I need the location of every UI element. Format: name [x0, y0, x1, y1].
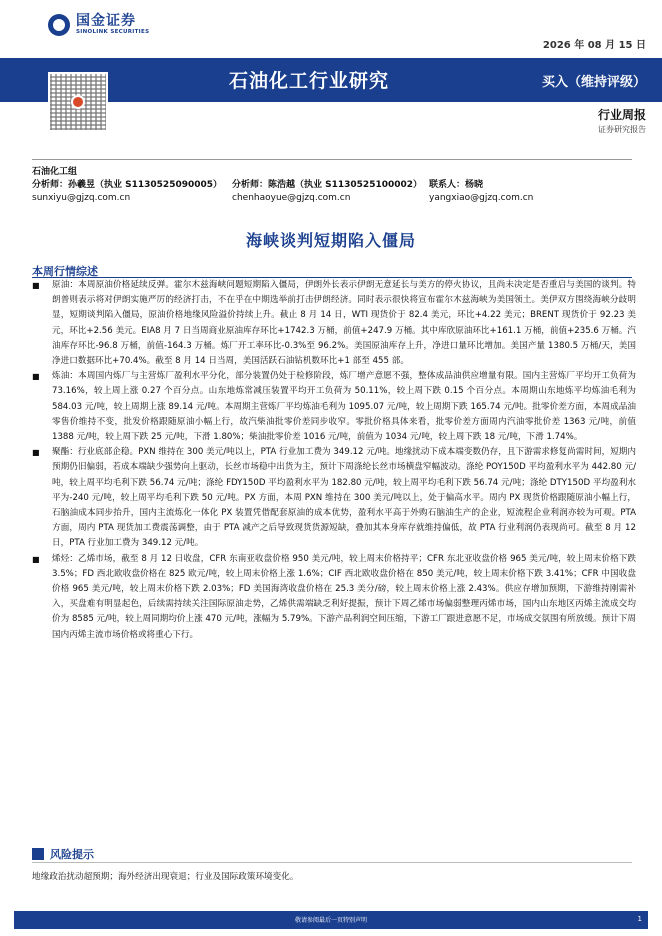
bullet-icon: ■: [32, 281, 40, 290]
section-square-icon: [32, 848, 44, 860]
bullet-icon: ■: [32, 448, 40, 458]
contact-email[interactable]: yangxiao@gjzq.com.cn: [429, 193, 534, 203]
report-type: 证券研究报告: [598, 125, 646, 134]
report-headline: 海峡谈判短期陷入僵局: [245, 231, 416, 250]
risk-divider: [32, 862, 632, 863]
logo-icon: [48, 14, 70, 36]
list-item: [32, 445, 636, 551]
list-item: [32, 552, 636, 643]
analyst-group: 石油化工组: [32, 167, 78, 177]
logo-cn: 国金证券: [76, 13, 136, 30]
page-number: 1: [637, 915, 642, 923]
bullet-olefins: 烯烃：乙烯市场，截至 8 月 12 日收盘，CFR 东南亚收盘价格 950 美元/吨，较上周末价格持平；CFR 东北亚收盘价格 965 美元/吨，较上周末价格下跌 3.5%；FD 西北欧收盘价格在 825 欧元/吨，较上周末价格上涨 1.6%；CIF 西北欧收盘价格在 850 美元/吨，较上周末价格下跌 3.41%；CFR 中国收盘价格 965 美元/吨，较上周末价格下跌 2.03%；FD 美国海湾收盘价格在 25.3 美分/磅，较上周末价格上涨 2.43%。供应存增加预期，下游维持刚需补入，买盘难有明显起色，后续需持续关注国际原油走势，乙烯供需端缺乏利好提振，预计下周乙烯市场偏弱整理丙烯市场，国内山东地区丙烯主流成交均价为 8585 元/吨，较上周同期均价上涨 470 元/吨，涨幅为 5.79%。下游产品利润空间压缩，下游工厂跟进意愿不足，市场成交氛围有所放缓。预计下周国内丙烯主流市场价格或将重心下行。: [52, 553, 636, 640]
analyst-1-email[interactable]: sunxiyu@gjzq.com.cn: [32, 193, 131, 203]
list-item: [32, 369, 636, 445]
rating-label: 买入（维持评级）: [541, 75, 646, 90]
bullet-refining: 炼油：本周国内炼厂与主营炼厂盈利水平分化，部分装置仍处于检修阶段，炼厂增产意愿不强，整体成品油供应增量有限。国内主营炼厂平均开工负荷为 73.16%，较上周上涨 0.27 个百分点。山东地炼常减压装置平均开工负荷为 50.11%，较上周下跌 0.15 个百分点。本周期山东地炼平均炼油毛利为 584.03 元/吨，较上周期上涨 89.14 元/吨。本周期主营炼厂平均炼油毛利为 1095.07 元/吨，较上周期下跌 165.74 元/吨。批零价差方面，本周成品油零售价维持不变，批发价格跟随原油小幅上行，故汽柴油批零价差同步收窄。零批价格具体来看，批零价差方面周内汽油零批价差 1363 元/吨，前值 1388 元/吨，较上周下跌 25 元/吨，下滑 1.80%；柴油批零价差 1016 元/吨，前值为 1034 元/吨，较上周下跌 18 元/吨，下滑 1.74%。: [52, 371, 636, 443]
logo-en: SINOLINK SECURITIES: [76, 29, 150, 36]
analyst-2-email[interactable]: chenhaoyue@gjzq.com.cn: [232, 193, 351, 203]
section-title-market: 本周行情综述: [32, 265, 98, 278]
report-date: 2026 年 08 月 15 日: [542, 40, 646, 51]
risk-text: 地缘政治扰动超预期；海外经济出现衰退；行业及国际政策环境变化。: [32, 872, 299, 882]
risk-title: 风险提示: [50, 848, 94, 861]
market-bullets: [32, 278, 636, 643]
analyst-block: [32, 166, 642, 205]
report-title: 石油化工行业研究: [229, 70, 390, 92]
list-item: [32, 278, 636, 369]
bullet-icon: ■: [32, 554, 40, 564]
bullet-icon: ■: [32, 372, 40, 382]
footer-disclaimer[interactable]: 敬请参阅最后一页特别声明: [294, 917, 367, 924]
report-kind: 行业周报: [597, 108, 646, 122]
analyst-1: 分析师：孙羲昱（执业 S1130525090005）: [32, 180, 223, 190]
brand-logo: [48, 14, 149, 36]
page-footer: [14, 911, 648, 929]
risk-header: [32, 846, 94, 862]
bullet-crude: 原油：本周原油价格延续反弹。霍尔木兹海峡问题短期陷入僵局，伊朗外长表示伊朗无意延长与美方的停火协议，且尚未决定是否重启与美国的谈判。特朗普则表示将对伊朗实施严厉的经济打击，不在乎在中期选举前打击伊朗经济。同时表示很快将宣布霍尔木兹海峡为美国领土。美伊双方围绕海峡分歧明显，短期谈判陷入僵局，原油价格地缘风险溢价持续上升。截止 8 月 14 日，WTI 现货价于 82.4 美元，环比+4.22 美元；BRENT 现货价于 92.23 美元，环比+2.56 美元。EIA8 月 7 日当周商业原油库存环比+1742.3 万桶，前值+247.9 万桶。其中库欣原油环比+161.1 万桶，前值+235.6 万桶。汽油库存环比-96.8 万桶，前值-164.3 万桶。炼厂开工率环比-0.3%至 96.2%。美国原油库存上升，净进口量环比增加。美国产量 1380.5 万桶/天，美国净进口数据环比+70.4%。截至 8 月 14 日当周，美国活跃石油钻机数环比+1 部至 455 部。: [52, 280, 636, 367]
report-header: [0, 0, 662, 139]
bullet-polyester: 聚酯：行业底部企稳。PXN 维持在 300 美元/吨以上，PTA 行业加工费为 349.12 元/吨。地缘扰动下成本端变数仍存，且下游需求修复尚需时间，短期内预期仍旧偏弱，若成本端缺少强势向上驱动，长丝市场稳中出货为主，预计下周涤纶长丝市场横盘窄幅波动。涤纶 POY150D 平均盈利水平为 442.80 元/吨，较上周平均毛利下跌 56.74 元/吨；涤纶 FDY150D 平均盈利水平为 182.80 元/吨，较上周平均毛利下跌 56.74 元/吨；涤纶 DTY150D 平均盈利水平为-240 元/吨，较上周平均毛利下跌 50 元/吨。PX 方面，本周 PXN 维持在 300 美元/吨以上，处于偏高水平。周内 PX 现货价格跟随原油小幅上行，石脑油成本同步抬升，国内主流炼化一体化 PX 装置凭借配套原油的成本优势，盈利水平高于外购石脑油生产的企业，短流程企业利润亦较为可观。PTA 方面，周内 PTA 现货加工费震荡调整，由于 PTA 减产之后导致现货货源短缺，叠加其本身库存就维持偏低，故 PTA 行业利润仍表现尚可。截至 8 月 12 日，PTA 行业加工费为 349.12 元/吨。: [52, 447, 636, 549]
analyst-2: 分析师：陈浩越（执业 S1130525100002）: [232, 180, 423, 190]
header-divider: [32, 159, 632, 160]
contact: 联系人：杨晓: [429, 180, 484, 190]
qr-code-icon: [48, 72, 108, 132]
